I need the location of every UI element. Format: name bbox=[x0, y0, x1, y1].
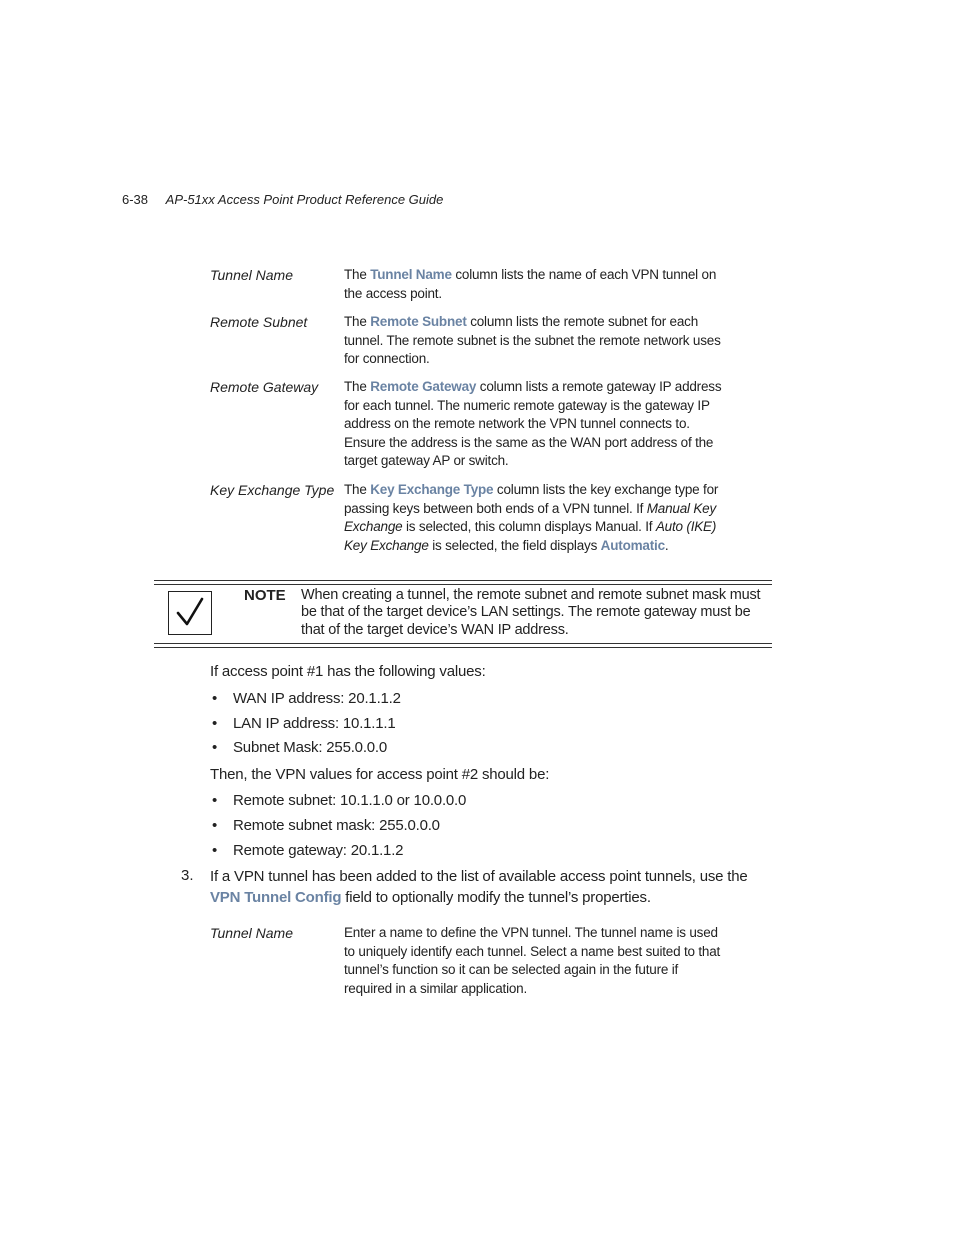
bullet-text: WAN IP address: 20.1.1.2 bbox=[233, 690, 401, 707]
desc-tunnel-name-2: Enter a name to define the VPN tunnel. The tunnel name is used to uniquely identify each tunnel. Select a name best suited to that tunnel’s function so it can be selected again in the future if required in a similar application. bbox=[344, 925, 721, 996]
term-remote-gateway: Remote Gateway bbox=[210, 379, 319, 395]
desc-text: . bbox=[664, 537, 669, 553]
desc-text: is selected, this column displays Manual. If bbox=[402, 519, 656, 535]
note-label: NOTE bbox=[244, 587, 286, 604]
bullet-item: • WAN IP address: 20.1.1.2 bbox=[212, 690, 401, 707]
intro-paragraph-1: If access point #1 has the following values: bbox=[210, 663, 486, 680]
desc-italic: Manual Key Exchange bbox=[344, 500, 717, 535]
guide-title: AP-51xx Access Point Product Reference Guide bbox=[165, 192, 444, 207]
step-text-before: If a VPN tunnel has been added to the list of available access point tunnels, use the bbox=[210, 868, 748, 885]
desc-key-exchange-type bbox=[344, 481, 724, 555]
bullet-item: • Remote gateway: 20.1.1.2 bbox=[212, 842, 404, 859]
bullet-item: • Remote subnet: 10.1.1.0 or 10.0.0.0 bbox=[212, 792, 467, 809]
term-tunnel-name-2: Tunnel Name bbox=[210, 925, 294, 941]
note-bottom-rule-inner bbox=[154, 643, 772, 644]
desc-text: column lists the name of each VPN tunnel on the access point. bbox=[344, 267, 717, 301]
bullet-text: Remote subnet mask: 255.0.0.0 bbox=[233, 817, 440, 834]
note-top-rule-inner bbox=[154, 584, 772, 585]
step-text-after: field to optionally modify the tunnel’s properties. bbox=[341, 889, 651, 906]
keyword: Automatic bbox=[600, 537, 665, 553]
bullet-item: • LAN IP address: 10.1.1.1 bbox=[212, 715, 396, 732]
desc-text: is selected, the field displays bbox=[428, 537, 601, 553]
note-text: When creating a tunnel, the remote subnet and remote subnet mask must be that of the target device’s LAN settings. The remote gateway must be that of the target device’s WAN IP address. bbox=[301, 587, 761, 638]
desc-text: The bbox=[344, 379, 371, 394]
page-number: 6-38 bbox=[122, 192, 149, 207]
desc-text: The bbox=[344, 267, 371, 282]
bullet-item: • Subnet Mask: 255.0.0.0 bbox=[212, 739, 388, 756]
keyword: Tunnel Name bbox=[370, 267, 452, 282]
note-bottom-rule bbox=[154, 647, 772, 648]
vpn-tunnel-config-link: VPN Tunnel Config bbox=[210, 889, 342, 906]
desc-text: column lists the remote subnet for each tunnel. The remote subnet is the subnet the remote network uses for connection. bbox=[344, 314, 721, 367]
desc-italic: Auto (IKE) Key Exchange bbox=[344, 519, 717, 553]
term-remote-subnet: Remote Subnet bbox=[210, 314, 308, 330]
step-text bbox=[210, 866, 770, 908]
desc-remote-subnet bbox=[344, 313, 724, 369]
keyword: Remote Gateway bbox=[370, 379, 477, 394]
bullet-text: Remote subnet: 10.1.1.0 or 10.0.0.0 bbox=[233, 792, 467, 809]
checkmark-icon bbox=[168, 591, 212, 635]
bullet-text: Subnet Mask: 255.0.0.0 bbox=[233, 739, 388, 756]
intro-paragraph-2: Then, the VPN values for access point #2 should be: bbox=[210, 766, 550, 783]
keyword: Key Exchange Type bbox=[370, 482, 494, 497]
keyword: Remote Subnet bbox=[370, 314, 467, 329]
desc-text: column lists a remote gateway IP address for each tunnel. The numeric remote gateway is the gateway IP address on the remote network the VPN tunnel connects to. Ensure the address is the same as the WAN port address of the target gateway AP or switch. bbox=[344, 379, 722, 469]
bullet-text: LAN IP address: 10.1.1.1 bbox=[233, 715, 396, 732]
bullet-item: • Remote subnet mask: 255.0.0.0 bbox=[212, 817, 440, 834]
step-number: 3. bbox=[181, 867, 194, 884]
note-top-rule bbox=[154, 580, 772, 581]
desc-text: column lists the key exchange type for passing keys between both ends of a VPN tunnel. If bbox=[344, 482, 719, 516]
term-key-exchange-type: Key Exchange Type bbox=[210, 482, 335, 498]
term-tunnel-name: Tunnel Name bbox=[210, 267, 294, 283]
desc-text: The bbox=[344, 482, 371, 497]
desc-text: The bbox=[344, 314, 371, 329]
desc-tunnel-name bbox=[344, 266, 724, 303]
desc-remote-gateway bbox=[344, 378, 724, 471]
bullet-text: Remote gateway: 20.1.1.2 bbox=[233, 842, 404, 859]
page-header bbox=[122, 192, 443, 207]
